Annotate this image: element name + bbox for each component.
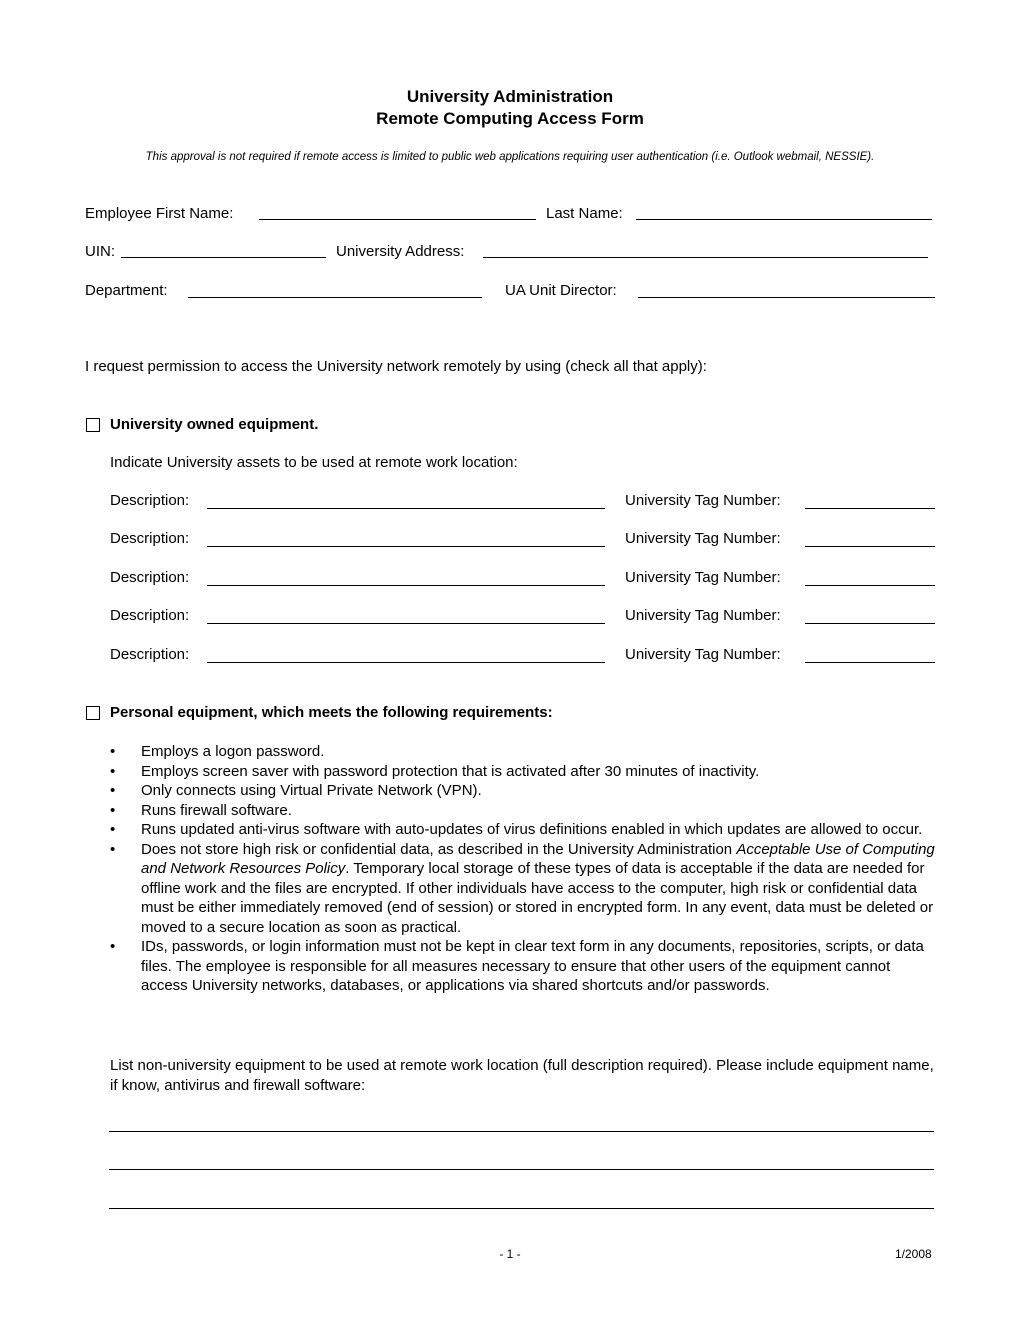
university-address-label: University Address: — [336, 243, 465, 260]
bullet-icon: • — [110, 762, 116, 780]
requirement-text: Employs a logon password. — [141, 743, 325, 760]
personal-equipment-label: Personal equipment, which meets the following requirements: — [110, 704, 553, 721]
requirement-text: Only connects using Virtual Private Network (VPN). — [141, 782, 482, 799]
bullet-icon: • — [110, 801, 116, 819]
description-field[interactable] — [207, 546, 605, 547]
bullet-icon: • — [110, 743, 116, 760]
requirement-item — [110, 937, 935, 996]
last-name-label: Last Name: — [546, 205, 623, 222]
uin-field[interactable] — [121, 257, 326, 258]
form-title-organization: University Administration — [406, 87, 614, 106]
description-label: Description: — [110, 530, 190, 547]
page-number: - 1 - — [499, 1247, 521, 1261]
requirement-text: Employs screen saver with password protection that is activated after 30 minutes of inactivity. — [141, 762, 760, 780]
equipment-list-line[interactable] — [109, 1131, 934, 1132]
unit-director-field[interactable] — [638, 297, 935, 298]
first-name-field[interactable] — [259, 219, 536, 220]
requirement-item — [110, 742, 935, 762]
unit-director-label: UA Unit Director: — [505, 282, 617, 299]
requirements-list-container — [110, 742, 935, 996]
tag-number-field[interactable] — [805, 508, 935, 509]
requirement-item — [110, 781, 935, 801]
approval-note: This approval is not required if remote access is limited to public web applications requiring user authentication (i.e. Outlook webmail, NESSIE). — [145, 151, 875, 163]
university-equipment-label: University owned equipment. — [110, 416, 319, 433]
requirements-list — [110, 742, 935, 996]
university-address-field[interactable] — [483, 257, 928, 258]
revision-date: 1/2008 — [895, 1247, 932, 1261]
asset-row — [0, 492, 1020, 512]
tag-number-label: University Tag Number: — [625, 569, 781, 586]
tag-number-label: University Tag Number: — [625, 530, 781, 547]
last-name-field[interactable] — [636, 219, 932, 220]
description-label: Description: — [110, 607, 190, 624]
description-label: Description: — [110, 492, 190, 509]
tag-number-label: University Tag Number: — [625, 492, 781, 509]
first-name-label: Employee First Name: — [85, 205, 234, 222]
requirement-item — [110, 840, 935, 938]
requirement-text-after: . Temporary local storage of these types of data is acceptable if the data are needed for offline work and the files are encrypted. If other individuals have access to the computer, high risk or confidential data must be either immediately removed (end of session) or stored in encrypted form. In any event, data must be deleted or moved to a secure location as soon as practical. — [141, 860, 934, 936]
tag-number-field[interactable] — [805, 623, 935, 624]
asset-rows — [0, 492, 1020, 682]
requirement-item — [110, 801, 935, 821]
requirement-item — [110, 762, 935, 782]
university-equipment-checkbox[interactable] — [86, 418, 100, 432]
form-title: Remote Computing Access Form — [376, 109, 644, 128]
tag-number-field[interactable] — [805, 662, 935, 663]
description-field[interactable] — [207, 623, 605, 624]
equipment-list-line[interactable] — [109, 1169, 934, 1170]
requirement-text: IDs, passwords, or login information must not be kept in clear text form in any documents, repositories, scripts, or data files. The employee is responsible for all measures necessary to ensure that other users of the equipment cannot access University networks, databases, or applications via shared shortcuts and/or passwords. — [141, 938, 924, 994]
tag-number-label: University Tag Number: — [625, 607, 781, 624]
bullet-icon: • — [110, 938, 116, 955]
university-assets-instruction: Indicate University assets to be used at remote work location: — [110, 454, 518, 471]
request-statement: I request permission to access the University network remotely by using (check all that apply): — [85, 358, 707, 375]
requirement-text: Runs updated anti-virus software with auto-updates of virus definitions enabled in which updates are allowed to occur. — [141, 821, 923, 838]
requirement-item — [110, 820, 935, 840]
requirement-text — [141, 841, 935, 936]
department-label: Department: — [85, 282, 168, 299]
description-field[interactable] — [207, 662, 605, 663]
equipment-list-line[interactable] — [109, 1208, 934, 1209]
description-field[interactable] — [207, 585, 605, 586]
equipment-list-instruction: List non-university equipment to be used at remote work location (full description required). Please include equipment name, if know, antivirus and firewall software: — [110, 1057, 934, 1094]
personal-equipment-checkbox[interactable] — [86, 706, 100, 720]
tag-number-label: University Tag Number: — [625, 646, 781, 663]
description-label: Description: — [110, 646, 190, 663]
bullet-icon: • — [110, 821, 116, 838]
description-field[interactable] — [207, 508, 605, 509]
asset-row — [0, 607, 1020, 627]
tag-number-field[interactable] — [805, 546, 935, 547]
policy-name: Acceptable Use of Computing and Network Resources Policy — [141, 840, 935, 877]
bullet-icon: • — [110, 840, 116, 858]
uin-label: UIN: — [85, 243, 115, 260]
description-label: Description: — [110, 569, 190, 586]
department-field[interactable] — [188, 297, 482, 298]
requirement-text: Runs firewall software. — [141, 801, 292, 819]
requirement-text-before: Does not store high risk or confidential data, as described in the University Administration — [141, 840, 737, 858]
tag-number-field[interactable] — [805, 585, 935, 586]
asset-row — [0, 646, 1020, 666]
asset-row — [0, 569, 1020, 589]
bullet-icon: • — [110, 782, 116, 799]
asset-row — [0, 530, 1020, 550]
